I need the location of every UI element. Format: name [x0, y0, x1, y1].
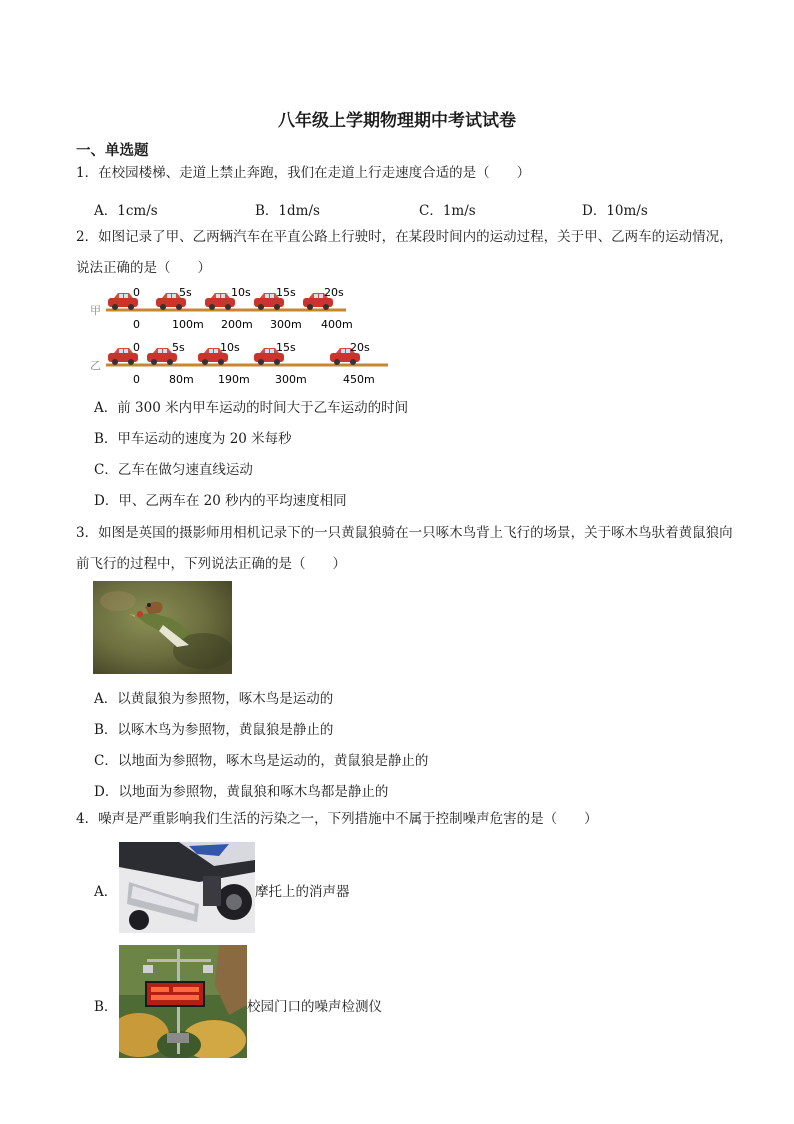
car-b-distance-3: 300m [275, 373, 307, 386]
car-b-label: 乙 [90, 359, 101, 372]
question-1-stem: 1．在校园楼梯、走道上禁止奔跑，我们在走道上行走速度合适的是（ ） [76, 165, 531, 181]
car-a-distance-3: 300m [270, 318, 302, 331]
question-1-option-a: A．1cm/s [94, 203, 158, 219]
question-4-option-b-text: 校园门口的噪声检测仪 [247, 999, 382, 1015]
question-3-option-b: B．以啄木鸟为参照物，黄鼠狼是静止的 [94, 722, 334, 738]
car-b-time-2: 10s [220, 341, 240, 354]
car-b-distance-4: 450m [343, 373, 375, 386]
question-2-option-c: C．乙车在做匀速直线运动 [94, 462, 253, 478]
car-a-distance-0: 0 [133, 318, 140, 331]
motorcycle-muffler-photo [119, 842, 255, 933]
section-heading: 一、单选题 [76, 143, 149, 159]
car-a-label: 甲 [90, 304, 101, 317]
car-b-time-0: 0 [133, 341, 140, 354]
weasel-woodpecker-photo [93, 581, 232, 674]
car-a-time-4: 20s [324, 286, 344, 299]
question-1-option-b: B．1dm/s [255, 203, 320, 219]
car-b-time-1: 5s [172, 341, 185, 354]
car-a-distance-2: 200m [221, 318, 253, 331]
car-a-distance-4: 400m [321, 318, 353, 331]
question-2-stem: 2．如图记录了甲、乙两辆汽车在平直公路上行驶时，在某段时间内的运动过程，关于甲、乙两车的运动情况，说法正确的是（ ） [76, 229, 733, 276]
car-a-time-1: 5s [179, 286, 192, 299]
question-2-option-b: B．甲车运动的速度为 20 米每秒 [94, 431, 292, 447]
question-3-option-a: A．以黄鼠狼为参照物，啄木鸟是运动的 [94, 691, 334, 707]
car-b-distance-0: 0 [133, 373, 140, 386]
car-b-time-3: 15s [276, 341, 296, 354]
noise-monitor-photo [119, 945, 247, 1058]
car-a-time-3: 15s [276, 286, 296, 299]
car-b-distance-2: 190m [218, 373, 250, 386]
question-3-stem: 3．如图是英国的摄影师用相机记录下的一只黄鼠狼骑在一只啄木鸟背上飞行的场景，关于啄木鸟驮着黄鼠狼向前飞行的过程中，下列说法正确的是（ ） [76, 525, 733, 572]
question-4-option-b-letter: B． [94, 999, 118, 1015]
question-1-option-d: D．10m/s [582, 203, 648, 219]
question-4-stem: 4．噪声是严重影响我们生活的污染之一，下列措施中不属于控制噪声危害的是（ ） [76, 811, 598, 827]
question-2-option-a: A．前 300 米内甲车运动的时间大于乙车运动的时间 [94, 400, 409, 416]
question-4-option-a-text: 摩托上的消声器 [255, 884, 350, 900]
car-a-time-2: 10s [231, 286, 251, 299]
page-title: 八年级上学期物理期中考试试卷 [278, 111, 516, 131]
question-3-option-d: D．以地面为参照物，黄鼠狼和啄木鸟都是静止的 [94, 784, 389, 800]
question-2-option-d: D．甲、乙两车在 20 秒内的平均速度相同 [94, 493, 347, 509]
question-1-option-c: C．1m/s [419, 203, 476, 219]
car-b-time-4: 20s [350, 341, 370, 354]
question-4-option-a-letter: A． [94, 884, 118, 900]
car-a-time-0: 0 [133, 286, 140, 299]
question-3-option-c: C．以地面为参照物，啄木鸟是运动的，黄鼠狼是静止的 [94, 753, 429, 769]
car-motion-figure [90, 282, 400, 390]
car-a-distance-1: 100m [172, 318, 204, 331]
car-b-distance-1: 80m [169, 373, 194, 386]
